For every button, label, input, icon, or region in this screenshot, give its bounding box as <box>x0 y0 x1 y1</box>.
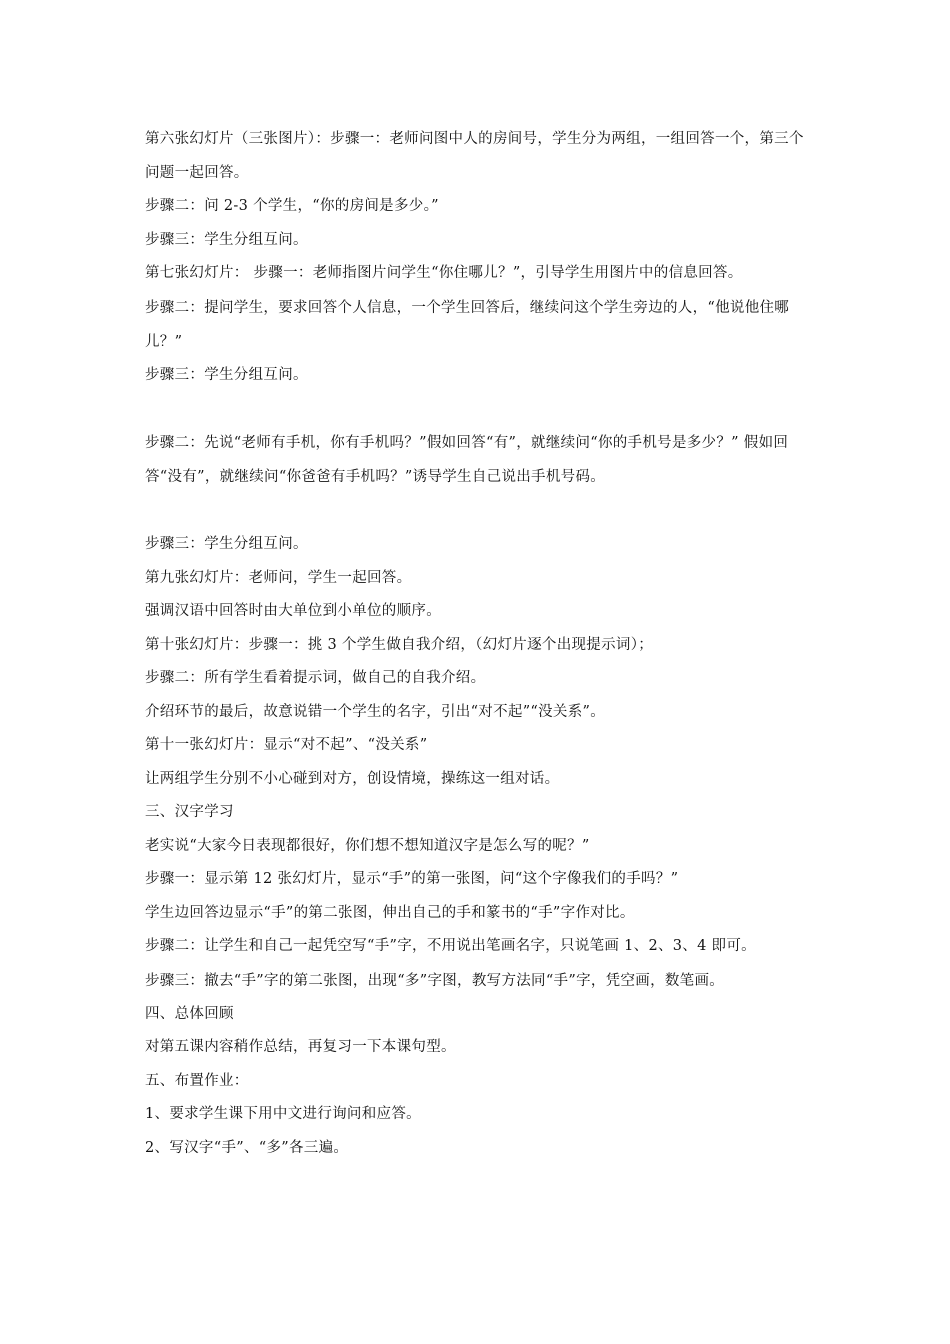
paragraph-slide11-practice: 让两组学生分别不小心碰到对方，创设情境，操练这一组对话。 <box>145 770 560 787</box>
paragraph-slide6-step1: 第六张幻灯片（三张图片）：步骤一：老师问图中人的房间号，学生分为两组，一组回答一个，第三个问题一起回答。 <box>145 131 804 181</box>
section-heading-hanzi: 三、汉字学习 <box>145 804 234 820</box>
paragraph-slide7-step1: 第七张幻灯片： 步骤一：老师指图片问学生“你住哪儿？”，引导学生用图片中的信息回答。 <box>145 265 743 281</box>
homework-item-2: 2、写汉字“手”、“多”各三遍。 <box>145 1139 349 1156</box>
paragraph-hanzi-step1: 步骤一：显示第 12 张幻灯片，显示“手”的第一张图，问“这个字像我们的手吗？” <box>145 871 679 887</box>
paragraph-teacher-says: 老实说“大家今日表现都很好，你们想不想知道汉字是怎么写的呢？” <box>145 837 590 854</box>
paragraph-slide7-step2: 步骤二：提问学生，要求回答个人信息，一个学生回答后，继续问这个学生旁边的人，“他说他住哪儿？” <box>145 299 790 350</box>
paragraph-hanzi-step2: 步骤二：让学生和自己一起凭空写“手”字，不用说出笔画名字，只说笔画 1、2、3、4 即可。 <box>145 938 756 954</box>
paragraph-intro-end: 介绍环节的最后，故意说错一个学生的名字，引出“对不起”“没关系”。 <box>145 703 606 720</box>
paragraph-slide8-step2: 步骤二：先说“老师有手机，你有手机吗？”假如回答“有”，就继续问“你的手机号是多少？” 假如回答“没有”，就继续问“你爸爸有手机吗？”诱导学生自己说出手机号码。 <box>145 435 789 485</box>
paragraph-slide9-note: 强调汉语中回答时由大单位到小单位的顺序。 <box>145 603 441 619</box>
section-heading-review: 四、总体回顾 <box>145 1005 234 1022</box>
paragraph-slide6-step3: 步骤三：学生分组互问。 <box>145 231 308 248</box>
paragraph-hanzi-step3: 步骤三：撤去“手”字的第二张图，出现“多”字图，教写方法同“手”字，凭空画，数笔画。 <box>145 972 725 989</box>
paragraph-slide10-step2: 步骤二：所有学生看着提示词，做自己的自我介绍。 <box>145 670 486 686</box>
blank-line <box>145 494 810 528</box>
paragraph-slide10-step1: 第十张幻灯片：步骤一：挑 3 个学生做自我介绍，（幻灯片逐个出现提示词）； <box>145 636 654 653</box>
paragraph-hanzi-compare: 学生边回答边显示“手”的第二张图，伸出自己的手和篆书的“手”字作对比。 <box>145 904 635 921</box>
paragraph-slide7-step3: 步骤三：学生分组互问。 <box>145 366 308 383</box>
paragraph-slide9: 第九张幻灯片：老师问，学生一起回答。 <box>145 569 412 586</box>
paragraph-slide11: 第十一张幻灯片：显示“对不起”、“没关系” <box>145 737 428 753</box>
document-body <box>145 122 810 1165</box>
paragraph-review: 对第五课内容稍作总结，再复习一下本课句型。 <box>145 1039 456 1055</box>
paragraph-slide8-step3: 步骤三：学生分组互问。 <box>145 536 308 552</box>
homework-item-1: 1、要求学生课下用中文进行询问和应答。 <box>145 1106 421 1122</box>
paragraph-slide6-step2: 步骤二：问 2-3 个学生，“你的房间是多少。” <box>145 198 439 214</box>
blank-line <box>145 392 810 426</box>
section-heading-homework: 五、布置作业： <box>145 1072 249 1089</box>
